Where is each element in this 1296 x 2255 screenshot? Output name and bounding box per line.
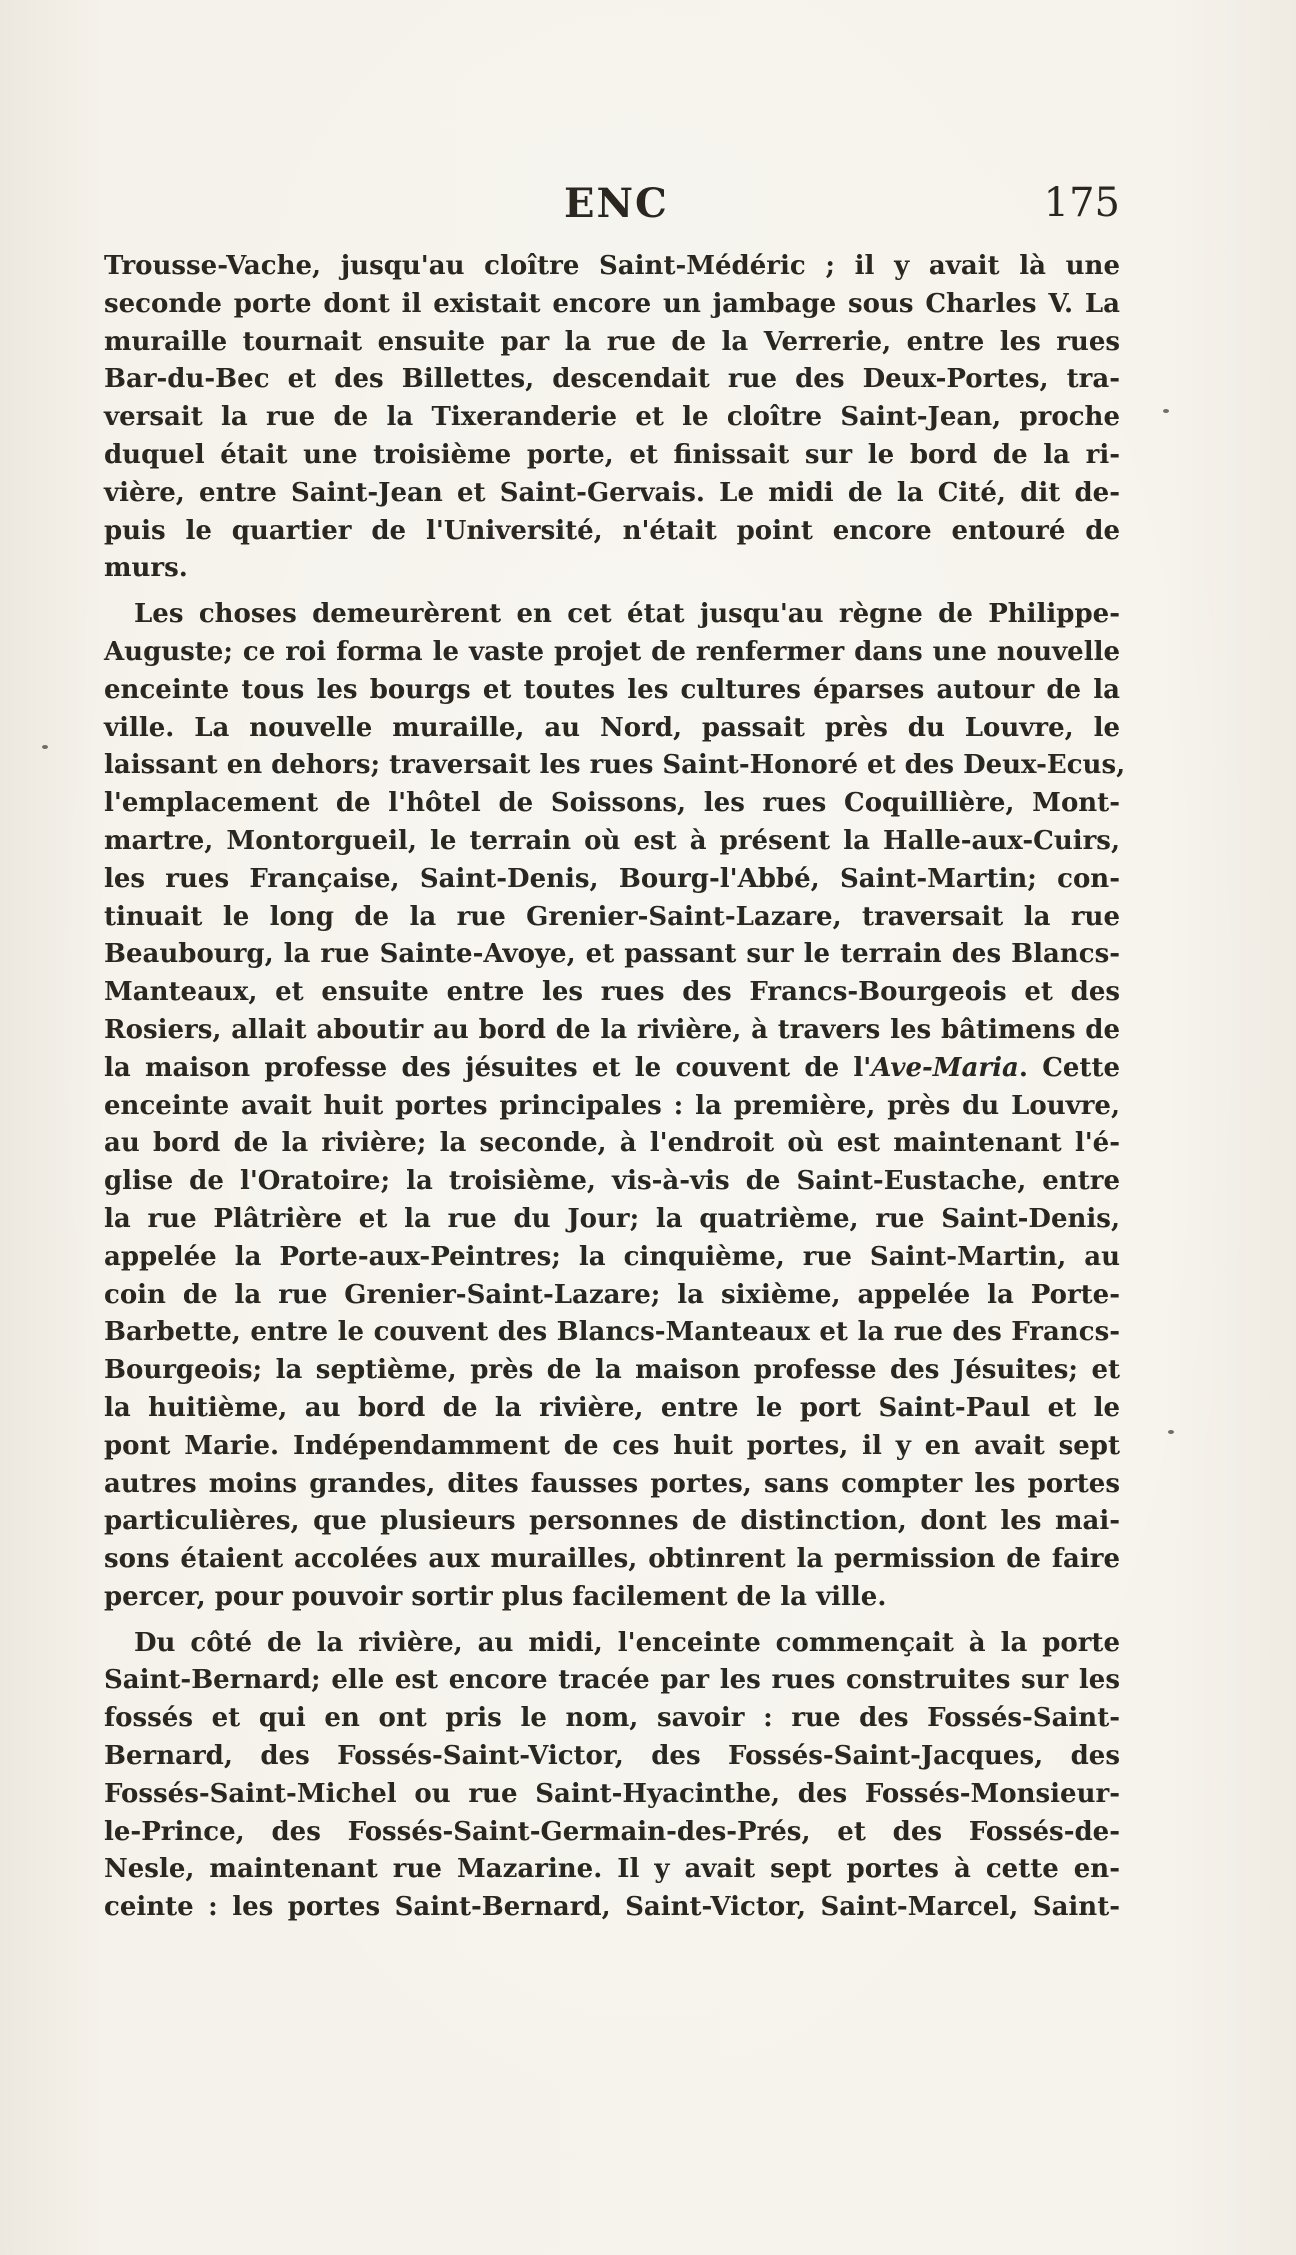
text-line: Rosiers, allait aboutir au bord de la rivière, à travers les bâtimens de — [104, 1014, 1120, 1045]
text-line: ceinte : les portes Saint-Bernard, Saint-Victor, Saint-Marcel, Saint- — [104, 1892, 1120, 1923]
text-line: l'emplacement de l'hôtel de Soissons, les rues Coquillière, Mont- — [104, 788, 1120, 819]
text-line: pont Marie. Indépendamment de ces huit portes, il y en avait sept — [104, 1430, 1120, 1461]
text-line: Bernard, des Fossés-Saint-Victor, des Fossés-Saint-Jacques, des — [104, 1741, 1120, 1772]
text-line: tinuait le long de la rue Grenier-Saint-Lazare, traversait la rue — [104, 901, 1120, 932]
text-line: particulières, que plusieurs personnes de distinction, dont les mai- — [104, 1506, 1120, 1537]
text-line: Trousse-Vache, jusqu'au cloître Saint-Médéric ; il y avait là une — [104, 251, 1120, 281]
page-header — [104, 180, 1120, 230]
text-line: Manteaux, et ensuite entre les rues des Francs-Bourgeois et des — [104, 977, 1120, 1008]
paragraph — [104, 248, 1120, 588]
ink-speck — [42, 745, 48, 749]
text-line: Les choses demeurèrent en cet état jusqu'au règne de Philippe- — [134, 599, 1120, 630]
text-line: Barbette, entre le couvent des Blancs-Manteaux et la rue des Francs- — [104, 1317, 1120, 1348]
paragraph — [104, 1625, 1120, 1927]
running-head: ENC — [564, 180, 669, 227]
text-line: sons étaient accolées aux murailles, obtinrent la permission de faire — [104, 1544, 1120, 1575]
text-line: Auguste; ce roi forma le vaste projet de renfermer dans une nouvelle — [104, 636, 1120, 667]
text-line: le-Prince, des Fossés-Saint-Germain-des-Prés, et des Fossés-de- — [104, 1816, 1120, 1847]
text-line: au bord de la rivière; la seconde, à l'endroit où est maintenant l'é- — [104, 1128, 1120, 1159]
text-line: Saint-Bernard; elle est encore tracée par les rues construites sur les — [104, 1665, 1120, 1696]
text-line: ville. La nouvelle muraille, au Nord, passait près du Louvre, le — [104, 712, 1120, 743]
text-line: la rue Plâtrière et la rue du Jour; la quatrième, rue Saint-Denis, — [104, 1203, 1120, 1234]
paragraph — [104, 596, 1126, 1617]
ink-speck — [1163, 409, 1169, 413]
italic-term: Ave-Maria — [871, 1052, 1019, 1083]
text-line: seconde porte dont il existait encore un jambage sous Charles V. La — [104, 288, 1120, 319]
text-line: duquel était une troisième porte, et finissait sur le bord de la ri- — [104, 439, 1120, 470]
text-line: fossés et qui en ont pris le nom, savoir : rue des Fossés-Saint- — [104, 1703, 1120, 1734]
text-line: laissant en dehors; traversait les rues Saint-Honoré et des Deux-Ecus, — [104, 750, 1126, 781]
text-line: la maison professe des jésuites et le couvent de l'Ave-Maria. Cette — [104, 1052, 1120, 1083]
text-line: versait la rue de la Tixeranderie et le cloître Saint-Jean, proche — [104, 402, 1120, 433]
text-line: Beaubourg, la rue Sainte-Avoye, et passant sur le terrain des Blancs- — [104, 939, 1120, 970]
text-line: puis le quartier de l'Université, n'était point encore entouré de — [104, 515, 1120, 546]
text-line: appelée la Porte-aux-Peintres; la cinquième, rue Saint-Martin, au — [104, 1241, 1120, 1272]
text-line: Nesle, maintenant rue Mazarine. Il y avait sept portes à cette en- — [104, 1854, 1120, 1885]
text-line: muraille tournait ensuite par la rue de la Verrerie, entre les rues — [104, 326, 1120, 357]
ink-speck — [1168, 1430, 1174, 1434]
text-line: enceinte avait huit portes principales : la première, près du Louvre, — [104, 1090, 1120, 1121]
text-line: percer, pour pouvoir sortir plus facilement de la ville. — [104, 1581, 887, 1612]
text-line: glise de l'Oratoire; la troisième, vis-à-vis de Saint-Eustache, entre — [104, 1166, 1120, 1197]
text-line: coin de la rue Grenier-Saint-Lazare; la sixième, appelée la Porte- — [104, 1279, 1120, 1310]
text-line: martre, Montorgueil, le terrain où est à présent la Halle-aux-Cuirs, — [104, 825, 1120, 856]
text-line: enceinte tous les bourgs et toutes les cultures éparses autour de la — [104, 674, 1120, 705]
text-line: Fossés-Saint-Michel ou rue Saint-Hyacinthe, des Fossés-Monsieur- — [104, 1778, 1120, 1809]
text-line: vière, entre Saint-Jean et Saint-Gervais. Le midi de la Cité, dit de- — [104, 477, 1120, 508]
page-number: 175 — [1043, 180, 1120, 226]
text-line: Bourgeois; la septième, près de la maison professe des Jésuites; et — [104, 1355, 1120, 1386]
text-line: la huitième, au bord de la rivière, entre le port Saint-Paul et le — [104, 1392, 1120, 1423]
text-line: Du côté de la rivière, au midi, l'enceinte commençait à la porte — [134, 1627, 1120, 1658]
text-line: Bar-du-Bec et des Billettes, descendait rue des Deux-Portes, tra- — [104, 364, 1120, 395]
text-line: autres moins grandes, dites fausses portes, sans compter les portes — [104, 1468, 1120, 1499]
text-line: les rues Française, Saint-Denis, Bourg-l'Abbé, Saint-Martin; con- — [104, 863, 1120, 894]
body-text — [104, 248, 1126, 1927]
text-line: murs. — [104, 553, 188, 584]
